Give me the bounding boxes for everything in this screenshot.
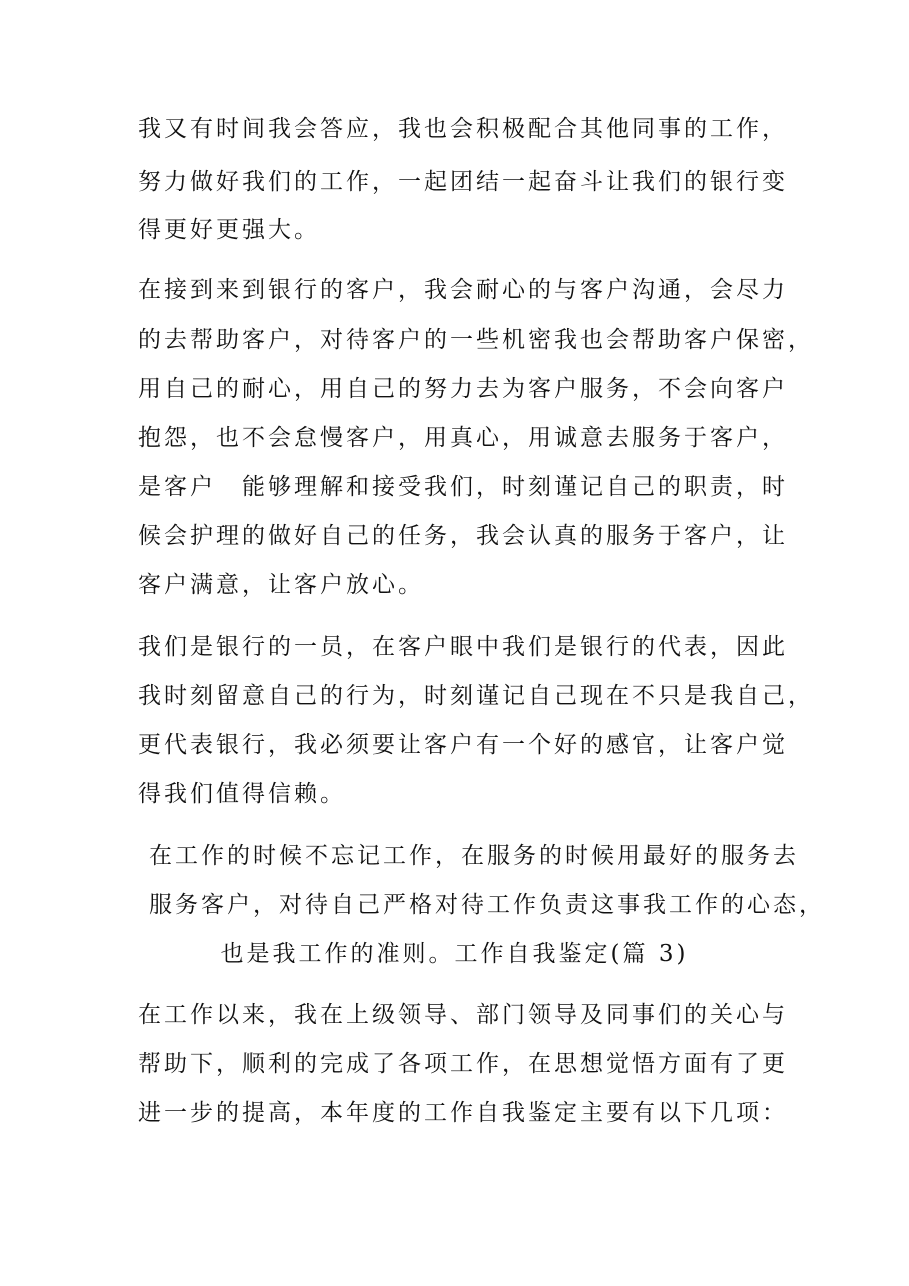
- paragraph-3-line-4: 得我们值得信赖。: [138, 781, 346, 807]
- paragraph-5-line-3: 进一步的提高，本年度的工作自我鉴定主要有以下几项：: [138, 1100, 788, 1126]
- paragraph-4-line-1: 在工作的时候不忘记工作，在服务的时候用最好的服务去: [149, 843, 799, 869]
- paragraph-4-line-3-with-heading: 也是我工作的准则。工作自我鉴定(篇 3): [220, 941, 689, 967]
- paragraph-3-line-2: 我时刻留意自己的行为，时刻谨记自己现在不只是我自己，: [138, 683, 814, 709]
- paragraph-2-line-7: 客户满意，让客户放心。: [138, 572, 424, 598]
- paragraph-4-line-2: 服务客户，对待自己严格对待工作负责这事我工作的心态，: [149, 892, 825, 918]
- paragraph-2-line-2: 的去帮助客户，对待客户的一些机密我也会帮助客户保密，: [138, 327, 814, 353]
- paragraph-5-line-1: 在工作以来，我在上级领导、部门领导及同事们的关心与: [138, 1002, 788, 1028]
- paragraph-5-line-2: 帮助下，顺利的完成了各项工作，在思想觉悟方面有了更: [138, 1051, 788, 1077]
- paragraph-2-line-6: 候会护理的做好自己的任务，我会认真的服务于客户，让: [138, 523, 788, 549]
- paragraph-3-line-1: 我们是银行的一员，在客户眼中我们是银行的代表，因此: [138, 634, 788, 660]
- paragraph-2-line-4: 抱怨，也不会怠慢客户，用真心，用诚意去服务于客户，: [138, 425, 788, 451]
- paragraph-2-line-5: 是客户 能够理解和接受我们，时刻谨记自己的职责，时: [138, 474, 788, 500]
- paragraph-2-line-1: 在接到来到银行的客户，我会耐心的与客户沟通，会尽力: [138, 277, 788, 303]
- paragraph-1-line-2: 努力做好我们的工作，一起团结一起奋斗让我们的银行变: [138, 169, 788, 195]
- paragraph-1-line-3: 得更好更强大。: [138, 217, 320, 243]
- paragraph-3-line-3: 更代表银行，我必须要让客户有一个好的感官，让客户觉: [138, 732, 788, 758]
- paragraph-2-line-3: 用自己的耐心，用自己的努力去为客户服务，不会向客户: [138, 376, 788, 402]
- paragraph-1-line-1: 我又有时间我会答应，我也会积极配合其他同事的工作，: [138, 116, 788, 142]
